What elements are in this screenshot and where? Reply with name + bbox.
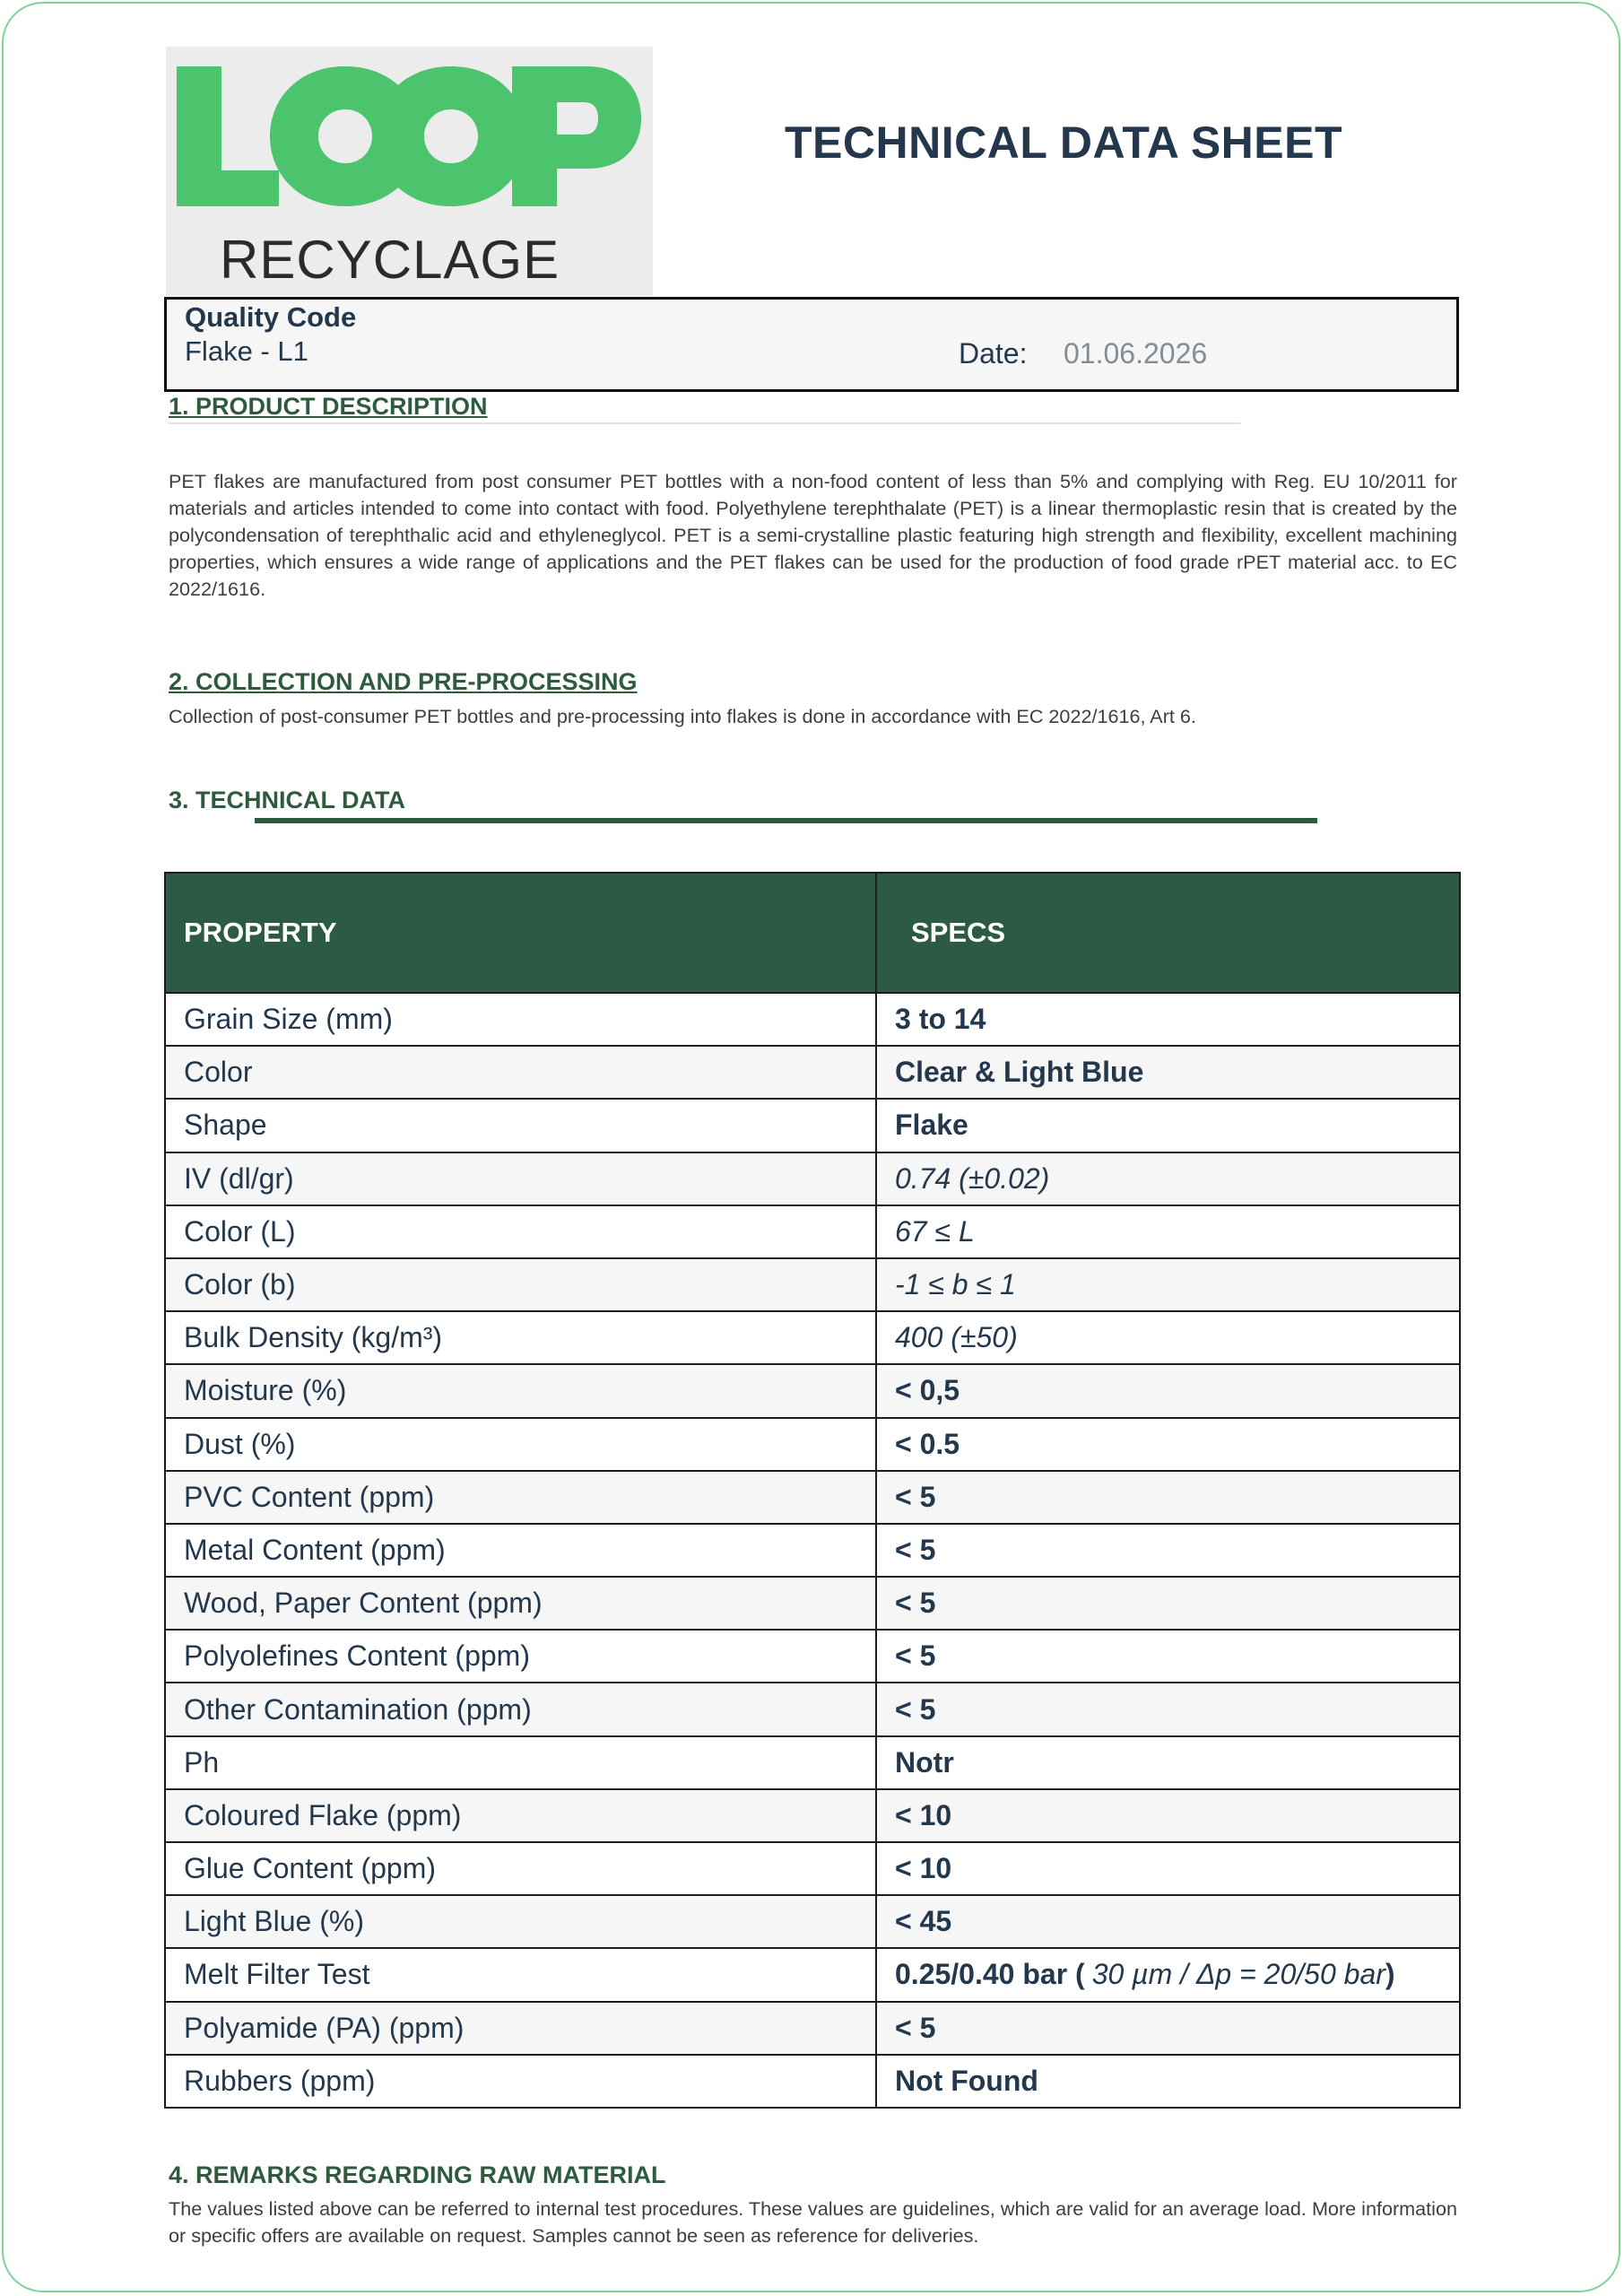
spec-cell [876, 1577, 1460, 1630]
table-row [165, 1258, 1460, 1311]
table-row [165, 1577, 1460, 1630]
spec-value: Flake [895, 1109, 968, 1142]
document-title: TECHNICAL DATA SHEET [785, 117, 1343, 168]
property-cell: Shape [165, 1099, 876, 1152]
property-cell: Polyolefines Content (ppm) [165, 1630, 876, 1683]
spec-cell [876, 1630, 1460, 1683]
property-cell: Grain Size (mm) [165, 993, 876, 1046]
table-row [165, 1152, 1460, 1205]
table-row [165, 1418, 1460, 1471]
quality-code-label: Quality Code [185, 301, 357, 333]
spec-cell [876, 1152, 1460, 1205]
quality-code-box [164, 297, 1459, 392]
table-row [165, 2055, 1460, 2108]
spec-cell [876, 1046, 1460, 1099]
property-cell: Polyamide (PA) (ppm) [165, 2002, 876, 2055]
table-row [165, 993, 1460, 1046]
technical-data-table [164, 872, 1461, 2109]
spec-cell [876, 1683, 1460, 1735]
table-row [165, 1948, 1460, 2001]
specs-column-header: SPECS [876, 873, 1460, 993]
svg-text:RECYCLAGE: RECYCLAGE [220, 230, 560, 290]
spec-cell [876, 1895, 1460, 1948]
property-cell: Light Blue (%) [165, 1895, 876, 1948]
property-cell: Bulk Density (kg/m³) [165, 1311, 876, 1364]
spec-cell [876, 1258, 1460, 1311]
spec-value: < 0.5 [895, 1427, 960, 1460]
quality-code-value: Flake - L1 [185, 335, 308, 367]
property-column-header: PROPERTY [165, 873, 876, 993]
spec-value: < 10 [895, 1852, 952, 1885]
table-row [165, 1842, 1460, 1895]
section-3-rule [255, 818, 1317, 823]
property-cell: Coloured Flake (ppm) [165, 1789, 876, 1842]
spec-value-detail: 30 µm / Δp = 20/50 bar [1091, 1958, 1385, 1991]
table-row [165, 1736, 1460, 1789]
spec-value: < 5 [895, 1480, 936, 1513]
table-row [165, 1046, 1460, 1099]
section-1-heading: 1. PRODUCT DESCRIPTION [169, 393, 1240, 424]
spec-cell [876, 1471, 1460, 1524]
table-row [165, 1524, 1460, 1577]
spec-value: < 5 [895, 1533, 936, 1566]
section-3-heading: 3. TECHNICAL DATA [169, 787, 406, 813]
spec-cell [876, 1789, 1460, 1842]
spec-value: < 10 [895, 1798, 952, 1831]
spec-cell [876, 1736, 1460, 1789]
spec-value: < 45 [895, 1905, 952, 1938]
property-cell: Ph [165, 1736, 876, 1789]
spec-value: Not Found [895, 2064, 1038, 2097]
spec-cell [876, 1364, 1460, 1417]
spec-value: 400 (±50) [895, 1321, 1018, 1354]
table-row [165, 1683, 1460, 1735]
spec-value: 0.25/0.40 bar ( [895, 1958, 1085, 1991]
spec-value: < 5 [895, 1587, 936, 1620]
spec-value: < 5 [895, 1639, 936, 1673]
spec-cell [876, 2055, 1460, 2108]
spec-cell [876, 1311, 1460, 1364]
property-cell: Color (L) [165, 1205, 876, 1258]
property-cell: Glue Content (ppm) [165, 1842, 876, 1895]
table-row [165, 1789, 1460, 1842]
spec-value: < 5 [895, 2011, 936, 2044]
table-row [165, 1099, 1460, 1152]
spec-value: 0.74 (±0.02) [895, 1161, 1050, 1195]
spec-value-close: ) [1385, 1958, 1395, 1991]
spec-value: 67 ≤ L [895, 1214, 975, 1248]
table-row [165, 1311, 1460, 1364]
section-4-text: The values listed above can be referred to internal test procedures. These values are guidelines, which are valid for an average load. More information or specific offers are available on request. Samples cannot be seen as reference for deliveries. [169, 2197, 1457, 2247]
loop-recyclage-logo [166, 47, 653, 296]
spec-value: 3 to 14 [895, 1003, 986, 1036]
spec-cell [876, 1205, 1460, 1258]
date-label: Date: [959, 337, 1028, 370]
date-value: 01.06.2026 [1064, 337, 1208, 370]
spec-value: Clear & Light Blue [895, 1056, 1144, 1089]
spec-cell [876, 2002, 1460, 2055]
table-row [165, 1630, 1460, 1683]
spec-cell [876, 1524, 1460, 1577]
property-cell: Moisture (%) [165, 1364, 876, 1417]
property-cell: Color (b) [165, 1258, 876, 1311]
section-2-heading: 2. COLLECTION AND PRE-PROCESSING [169, 668, 638, 695]
spec-cell [876, 993, 1460, 1046]
table-row [165, 1895, 1460, 1948]
property-cell: IV (dl/gr) [165, 1152, 876, 1205]
property-cell: Other Contamination (ppm) [165, 1683, 876, 1735]
table-header-row [165, 873, 1460, 993]
property-cell: Wood, Paper Content (ppm) [165, 1577, 876, 1630]
property-cell: Metal Content (ppm) [165, 1524, 876, 1577]
spec-cell [876, 1948, 1460, 2001]
property-cell: Rubbers (ppm) [165, 2055, 876, 2108]
property-cell: Melt Filter Test [165, 1948, 876, 2001]
property-cell: Dust (%) [165, 1418, 876, 1471]
spec-value: Notr [895, 1745, 954, 1779]
table-row [165, 2002, 1460, 2055]
spec-value: < 5 [895, 1692, 936, 1726]
section-1-text: PET flakes are manufactured from post consumer PET bottles with a non-food content of less than 5% and complying with Reg. EU 10/2011 for materials and articles intended to come into contact with food. Polyethylene terephthalate (PET) is a linear thermoplastic resin that is created by the polycondensation of terephthalic acid and ethyleneglycol. PET is a semi-crystalline plastic featuring high strength and flexibility, excellent machining properties, which ensures a wide range of applications and the PET flakes can be used for the production of food grade rPET material acc. to EC 2022/1616. [169, 470, 1457, 600]
spec-cell [876, 1418, 1460, 1471]
spec-value: < 0,5 [895, 1374, 960, 1407]
property-cell: Color [165, 1046, 876, 1099]
property-cell: PVC Content (ppm) [165, 1471, 876, 1524]
spec-value: -1 ≤ b ≤ 1 [895, 1268, 1016, 1301]
table-row [165, 1364, 1460, 1417]
table-row [165, 1471, 1460, 1524]
table-row [165, 1205, 1460, 1258]
spec-cell [876, 1099, 1460, 1152]
section-4-heading: 4. REMARKS REGARDING RAW MATERIAL [169, 2161, 666, 2188]
section-2-text: Collection of post-consumer PET bottles and pre-processing into flakes is done in accordance with EC 2022/1616, Art 6. [169, 705, 1196, 727]
spec-cell [876, 1842, 1460, 1895]
